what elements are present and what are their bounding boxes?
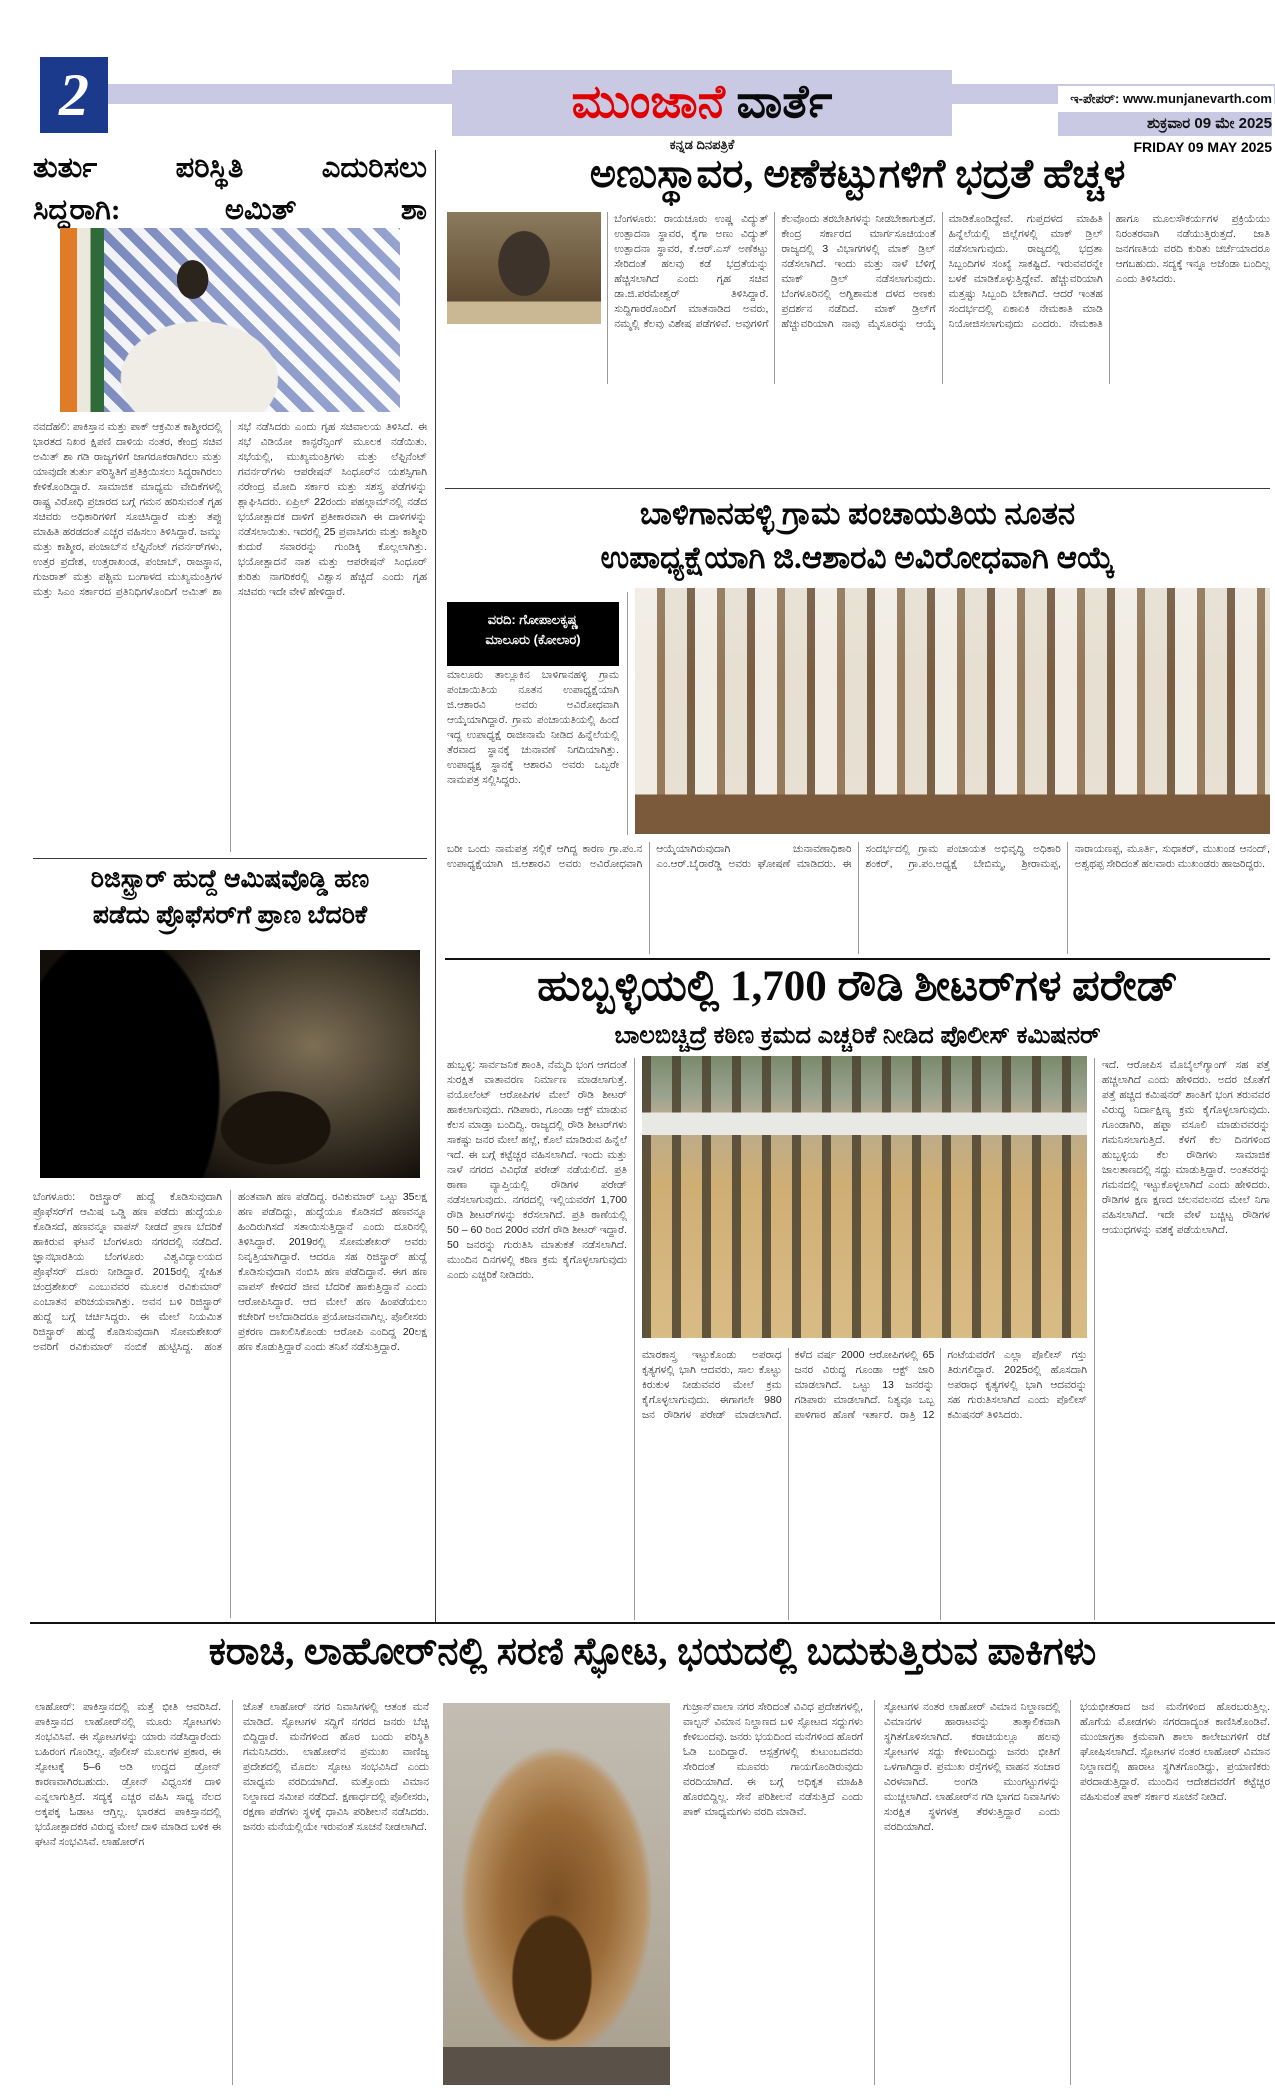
masthead-name-red: ಮುಂಜಾನೆ — [571, 76, 725, 127]
registrar-body: ಬೆಂಗಳೂರು: ರಿಜಿಸ್ಟ್ರಾರ್ ಹುದ್ದೆ ಕೊಡಿಸುವುದಾಗಿ ಪ್ರೊಫೆಸರ್‌ಗೆ ಆಮಿಷ ಒಡ್ಡಿ ಹಣ ಪಡೆದು ಹುದ್ದೆಯೂ ಕೊಡಿಸದೆ, ಹಣವನ್ನೂ ವಾಪಸ್ ನೀಡದೆ ಪ್ರಾಣ ಬೆದರಿಕೆ ಹಾಕಿರುವ ಘಟನೆ ಬೆಂಗಳೂರು ನಗರದಲ್ಲಿ ನಡೆದಿದೆ. ಜ್ಞಾನಭಾರತಿಯ ಬೆಂಗಳೂರು ವಿಶ್ವವಿದ್ಯಾಲಯದ ಪ್ರೊಫೆಸರ್ ದೂರು ನೀಡಿದ್ದಾರೆ. 2015ರಲ್ಲಿ ಸ್ನೇಹಿತ ಚಂದ್ರಶೇಖರ್ ಎಂಬುವವರ ಮೂಲಕ ರವಿಕುಮಾರ್ ಎಂಬಾತನ ಪರಿಚಯವಾಗಿತ್ತು. ಅವನ ಬಳಿ ರಿಜಿಸ್ಟ್ರಾರ್ ಹುದ್ದೆ ಬಗ್ಗೆ ಚರ್ಚಿಸಿದ್ದರು. ಈ ಮೇಲೆ ನಿಯಮಿತ ರಿಜಿಸ್ಟ್ರಾರ್ ಹುದ್ದೆ ಕೊಡಿಸುವುದಾಗಿ ಸೋಮಶೇಖರ್ ಅವರಿಗೆ ರವಿಕುಮಾರ್ ನಂಬಿಕೆ ಹುಟ್ಟಿಸಿದ್ದ. ಹಂತ ಹಂತವಾಗಿ ಹಣ ಪಡೆದಿದ್ದ. ರವಿಕುಮಾರ್ ಒಟ್ಟು 35ಲಕ್ಷ ಹಣ ಪಡೆದಿದ್ದು, ಹುದ್ದೆಯೂ ಕೊಡಿಸದೆ ಹಣವನ್ನೂ ಹಿಂದಿರುಗಿಸದೆ ಸತಾಯಿಸುತ್ತಿದ್ದಾನೆ ಎಂದು ದೂರಿನಲ್ಲಿ ತಿಳಿಸಿದ್ದಾರೆ. 2019ರಲ್ಲಿ ಸೋಮಶೇಖರ್ ಅವರು ನಿವೃತ್ತಿಯಾಗಿದ್ದಾರೆ. ಆದರೂ ಸಹ ರಿಜಿಸ್ಟ್ರಾರ್ ಹುದ್ದೆ ಕೊಡಿಸುವುದಾಗಿ ನಂಬಿಸಿ ಹಣ ಪಡೆದಿದ್ದಾನೆ. ಈಗ ಹಣ ವಾಪಸ್ ಕೇಳಿದರೆ ಜೀವ ಬೆದರಿಕೆ ಹಾಕುತ್ತಿದ್ದಾನೆ ಎಂದು ಆರೋಪಿಸಿದ್ದಾರೆ. ಆದ ಮೇಲೆ ಹಣ ಹಿಂಪಡೆಯಲು ಕಚೇರಿಗೆ ಅಲೆದಾಡಿದರೂ ಪ್ರಯೋಜನವಾಗಿಲ್ಲ. ಪೊಲೀಸರು ಪ್ರಕರಣ ದಾಖಲಿಸಿಕೊಂಡು ಆರೋಪಿ ಎಂದಿದ್ದ 20ಲಕ್ಷ ಹಣ ಕೊಡುತ್ತಿದ್ದಾರೆ ಎಂದು ತನಿಖೆ ನಡೆಸುತ್ತಿದ್ದಾರೆ. — [33, 1191, 427, 1353]
karachi-col-3: ಗುಜ್ರಾನ್‌ವಾಲಾ ನಗರ ಸೇರಿದಂತೆ ವಿವಿಧ ಪ್ರದೇಶಗಳಲ್ಲಿ, ವಾಲ್ಟನ್ ವಿಮಾನ ನಿಲ್ದಾಣದ ಬಳಿ ಸ್ಫೋಟದ ಸದ್ದುಗಳು ಕೇಳಿಬಂದವು. ಜನರು ಭಯದಿಂದ ಮನೆಗಳಿಂದ ಹೊರಗೆ ಓಡಿ ಬಂದಿದ್ದಾರೆ. ಆಸ್ಪತ್ರೆಗಳಲ್ಲಿ ಕುಟುಂಬದವರು ಸೇರಿದಂತೆ ಮೂವರು ಗಾಯಗೊಂಡಿರುವುದು ವರದಿಯಾಗಿದೆ. ಈ ಬಗ್ಗೆ ಅಧಿಕೃತ ಮಾಹಿತಿ ಹೊರಬಿದ್ದಿಲ್ಲ. ಸೇನೆ ಪರಿಶೀಲನೆ ನಡೆಸುತ್ತಿದೆ ಎಂದು ಪಾಕ್ ಮಾಧ್ಯಮಗಳು ವರದಿ ಮಾಡಿವೆ. — [683, 1701, 863, 1818]
panchayat-byline-box — [447, 602, 619, 666]
rowdy-parade-photo — [642, 1056, 1087, 1338]
rowdy-headline: ಹುಬ್ಬಳ್ಳಿಯಲ್ಲಿ 1,700 ರೌಡಿ ಶೀಟರ್‌ಗಳ ಪರೇಡ್ — [537, 963, 1178, 1010]
masthead-name-black: ವಾರ್ತೆ — [725, 76, 833, 127]
panchayat-group-photo — [635, 588, 1270, 834]
amit-shah-headline-line2: ಸಿದ್ಧರಾಗಿ: ಅಮಿತ್ ಶಾ — [33, 194, 427, 226]
masthead-subtitle: ಕನ್ನಡ ದಿನಪತ್ರಿಕೆ — [669, 137, 735, 152]
security-headline: ಅಣುಸ್ಥಾವರ, ಅಣೆಕಟ್ಟುಗಳಿಗೆ ಭದ್ರತೆ ಹೆಚ್ಚಳ — [589, 151, 1126, 196]
rowdy-column-rule-left — [634, 1058, 635, 1620]
panchayat-body-left: ಮಾಲೂರು ತಾಲ್ಲೂಕಿನ ಬಾಳಿಗಾನಹಳ್ಳಿ ಗ್ರಾಮ ಪಂಚಾಯಿತಿಯ ನೂತನ ಉಪಾಧ್ಯಕ್ಷೆಯಾಗಿ ಜಿ.ಆಶಾರವಿ ಅವರು ಅವಿರೋಧವಾಗಿ ಆಯ್ಕೆಯಾಗಿದ್ದಾರೆ. ಗ್ರಾಮ ಪಂಚಾಯತಿಯಲ್ಲಿ ಹಿಂದೆ ಇದ್ದ ಉಪಾಧ್ಯಕ್ಷೆ ರಾಜೀನಾಮೆ ನೀಡಿದ ಹಿನ್ನೆಲೆಯಲ್ಲಿ ತೆರವಾದ ಸ್ಥಾನಕ್ಕೆ ಚುನಾವಣೆ ನಿಗದಿಯಾಗಿತ್ತು. ಉಪಾಧ್ಯಕ್ಷ ಸ್ಥಾನಕ್ಕೆ ಆಶಾರವಿ ಅವರು ಒಬ್ಬರೇ ನಾಮಪತ್ರ ಸಲ್ಲಿಸಿದ್ದರು. — [447, 669, 619, 786]
explosion-photo — [443, 1703, 670, 2085]
masthead — [452, 72, 952, 132]
registrar-headline-line1: ರಿಜಿಸ್ಟ್ರಾರ್ ಹುದ್ದೆ ಆಮಿಷವೊಡ್ಡಿ ಹಣ — [90, 866, 370, 893]
main-column-divider — [435, 150, 436, 1622]
date-english: FRIDAY 09 MAY 2025 — [1133, 139, 1272, 155]
panchayat-body-bottom: ಬರೀ ಒಂದು ನಾಮಪತ್ರ ಸಲ್ಲಿಕೆ ಆಗಿದ್ದ ಕಾರಣ ಗ್ರಾ.ಪಂ.ನ ಉಪಾಧ್ಯಕ್ಷೆಯಾಗಿ ಜಿ.ಆಶಾರವಿ ಅವರು ಅವಿರೋಧವಾಗಿ ಆಯ್ಕೆಯಾಗಿರುವುದಾಗಿ ಚುನಾವಣಾಧಿಕಾರಿ ಎಂ.ಆರ್.ಬೈರಾರೆಡ್ಡಿ ಅವರು ಘೋಷಣೆ ಮಾಡಿದರು. ಈ ಸಂದರ್ಭದಲ್ಲಿ ಗ್ರಾಮ ಪಂಚಾಯತ ಅಭಿವೃದ್ಧಿ ಅಧಿಕಾರಿ ಶಂಕರ್, ಗ್ರಾ.ಪಂ.ಅಧ್ಯಕ್ಷೆ ಬೇಬಿಮ್ಮ, ಶ್ರೀರಾಮಪ್ಪ, ನಾರಾಯಣಪ್ಪ, ಮೂರ್ತಿ, ಸುಧಾಕರ್, ಮುಖಂಡ ಆನಂದ್, ಅಶ್ವಥಪ್ಪ ಸೇರಿದಂತೆ ಹಲವಾರು ಮುಖಂಡರು ಹಾಜರಿದ್ದರು. — [447, 843, 1270, 870]
rowdy-column-rule-right — [1094, 1058, 1095, 1620]
rowdy-body-bottom: ಮಾರಕಾಸ್ತ್ರ ಇಟ್ಟುಕೊಂಡು ಅಪರಾಧ ಕೃತ್ಯಗಳಲ್ಲಿ ಭಾಗಿ ಆದವರು, ಸಾಲ ಕೊಟ್ಟು ಕಿರುಕುಳ ನೀಡುವವರ ಮೇಲೆ ಕ್ರಮ ಕೈಗೊಳ್ಳಲಾಗುವುದು. ಈಗಾಗಲೇ 980 ಜನ ರೌಡಿಗಳ ಪರೇಡ್ ಮಾಡಲಾಗಿದೆ. ಕಳೆದ ವರ್ಷ 2000 ಆರೋಪಿಗಳಲ್ಲಿ 65 ಜನರ ವಿರುದ್ಧ ಗೂಂಡಾ ಆಕ್ಟ್ ಜಾರಿ ಮಾಡಲಾಗಿದೆ. ಒಟ್ಟು 13 ಜನರನ್ನು ಗಡಿಪಾರು ಮಾಡಲಾಗಿದೆ. ನಿತ್ಯವೂ ಒಬ್ಬ ಪಾಳಿಗಾರ ಹೊಣೆ ಇರ್ತಾರೆ. ರಾತ್ರಿ 12 ಗಂಟೆಯವರೆಗೆ ಎಲ್ಲಾ ಪೊಲೀಸ್ ಗಸ್ತು ತಿರುಗಲಿದ್ದಾರೆ. 2025ರಲ್ಲಿ ಹೊಸದಾಗಿ ಅಪರಾಧ ಕೃತ್ಯಗಳಲ್ಲಿ ಭಾಗಿ ಆದವರನ್ನು ಸಹ ಗುರುತಿಸಲಾಗಿದೆ ಎಂದು ಪೊಲೀಸ್ ಕಮಿಷನರ್ ತಿಳಿಸಿದರು. — [642, 1349, 1087, 1421]
rowdy-body-left: ಹುಬ್ಬಳ್ಳಿ: ಸಾರ್ವಜನಿಕ ಶಾಂತಿ, ನೆಮ್ಮದಿ ಭಂಗ ಆಗದಂತೆ ಸುರಕ್ಷಿತ ವಾತಾವರಣ ನಿರ್ಮಾಣ ಮಾಡಲಾಗುತ್ತೆ. ವಯೊಲೆಂಟ್ ಆರೋಪಿಗಳ ಮೇಲೆ ರೌಡಿ ಶೀಟರ್ ಹಾಕಲಾಗುವುದು. ಗಡಿಪಾರು, ಗೂಂಡಾ ಆಕ್ಟ್ ಮಾಡುವ ಕೆಲಸ ಮಾಡ್ತಾ ಬಂದಿದ್ವಿ. ರಾಜ್ಯದಲ್ಲಿ ರೌಡಿ ಶೀಟರ್‌ಗಳು ಸಾಕಷ್ಟು ಜನರ ಮೇಲೆ ಹಲ್ಲೆ, ಕೊಲೆ ಮಾಡಿರುವ ಹಿನ್ನೆಲೆ ಇದೆ. ಈ ಬಗ್ಗೆ ಕಟ್ಟೆಚ್ಚರ ವಹಿಸಲಾಗಿದೆ. ಇಂದು ಮತ್ತು ನಾಳೆ ನಗರದ ವಿವಿಧೆಡೆ ಪರೇಡ್ ನಡೆಯಲಿದೆ. ಪ್ರತಿ ಠಾಣಾ ವ್ಯಾಪ್ತಿಯಲ್ಲಿ ರೌಡಿಗಳ ಪರೇಡ್ ನಡೆಸಲಾಗುವುದು. ನಗರದಲ್ಲಿ ಇಲ್ಲಿಯವರೆಗೆ 1,700 ರೌಡಿ ಶೀಟರ್‌ಗಳನ್ನು ಕರೆಸಲಾಗಿದೆ. ಪ್ರತಿ ಠಾಣೆಯಲ್ಲಿ 50 – 60 ರಿಂದ 200ರ ವರೆಗೆ ರೌಡಿ ಶೀಟರ್ ಇದ್ದಾರೆ. 50 ಜನರನ್ನು ಗುರುತಿಸಿ ಮಾತುಕತೆ ನಡೆಸಲಾಗಿದೆ. ಮುಂದಿನ ದಿನಗಳಲ್ಲಿ ಕಠಿಣ ಕ್ರಮ ಕೈಗೊಳ್ಳಲಾಗುವುದು ಎಂದು ಎಚ್ಚರಿಕೆ ನೀಡಿದರು. — [447, 1059, 627, 1281]
amit-shah-photo — [60, 228, 400, 412]
panchayat-byline-line1: ವರದಿ: ಗೋಪಾಲಕೃಷ್ಣ — [487, 612, 579, 627]
panchayat-byline-line2: ಮಾಲೂರು (ಕೋಲಾರ) — [485, 632, 581, 647]
left-article-separator — [33, 858, 427, 859]
press-meet-photo — [447, 212, 601, 324]
rowdy-subhead: ಬಾಲಬಿಚ್ಚಿದ್ರೆ ಕಠಿಣ ಕ್ರಮದ ಎಚ್ಚರಿಕೆ ನೀಡಿದ ಪೊಲೀಸ್ ಕಮಿಷನರ್ — [614, 1022, 1101, 1049]
panchayat-headline-line2: ಉಪಾಧ್ಯಕ್ಷೆಯಾಗಿ ಜಿ.ಆಶಾರವಿ ಅವಿರೋಧವಾಗಿ ಆಯ್ಕೆ — [600, 540, 1115, 575]
amit-shah-headline-line1: ತುರ್ತು ಪರಿಸ್ಥಿತಿ ಎದುರಿಸಲು — [33, 152, 427, 184]
karachi-headline: ಕರಾಚಿ, ಲಾಹೋರ್‌ನಲ್ಲಿ ಸರಣಿ ಸ್ಫೋಟ, ಭಯದಲ್ಲಿ ಬದುಕುತ್ತಿರುವ ಪಾಕಿಗಳು — [208, 1631, 1097, 1673]
karachi-col-4: ಸ್ಫೋಟಗಳ ನಂತರ ಲಾಹೋರ್ ವಿಮಾನ ನಿಲ್ದಾಣದಲ್ಲಿ ವಿಮಾನಗಳ ಹಾರಾಟವನ್ನು ತಾತ್ಕಾಲಿಕವಾಗಿ ಸ್ಥಗಿತಗೊಳಿಸಲಾಗಿದೆ. ಕರಾಚಿಯಲ್ಲೂ ಹಲವು ಸ್ಫೋಟಗಳ ಸದ್ದು ಕೇಳಿಬಂದಿದ್ದು ಜನರು ಭೀತಿಗೆ ಒಳಗಾಗಿದ್ದಾರೆ. ಪ್ರಮುಖ ರಸ್ತೆಗಳಲ್ಲಿ ವಾಹನ ಸಂಚಾರ ವಿರಳವಾಗಿದೆ. ಅಂಗಡಿ ಮುಂಗಟ್ಟುಗಳನ್ನು ಮುಚ್ಚಲಾಗಿದೆ. ಲಾಹೋರ್‌ನ ಗಡಿ ಭಾಗದ ನಿವಾಸಿಗಳು ಸುರಕ್ಷಿತ ಸ್ಥಳಗಳತ್ತ ತೆರಳುತ್ತಿದ್ದಾರೆ ಎಂದು ವರದಿಯಾಗಿದೆ. — [884, 1701, 1060, 1833]
karachi-col-1: ಲಾಹೋರ್: ಪಾಕಿಸ್ತಾನದಲ್ಲಿ ಮತ್ತೆ ಭೀತಿ ಆವರಿಸಿದೆ. ಪಾಕಿಸ್ತಾನದ ಲಾಹೋರ್‌ನಲ್ಲಿ ಮೂರು ಸ್ಫೋಟಗಳು ಸಂಭವಿಸಿವೆ. ಈ ಸ್ಫೋಟಗಳನ್ನು ಯಾರು ನಡೆಸಿದ್ದಾರೆಂದು ಬಹಿರಂಗ ಗೊಂಡಿಲ್ಲ. ಪೊಲೀಸ್ ಮೂಲಗಳ ಪ್ರಕಾರ, ಈ ಸ್ಫೋಟಕ್ಕೆ 5–6 ಅಡಿ ಉದ್ದದ ಡ್ರೋನ್ ಕಾರಣವಾಗಿರಬಹುದು. ಡ್ರೋನ್ ವಿಧ್ವಂಸಕ ದಾಳಿ ಎನ್ನಲಾಗುತ್ತಿದೆ. ಸದ್ಯಕ್ಕೆ ಎಚ್ಚರ ವಹಿಸಿ ಸಾಧ್ಯ ನೆಲದ ಅಕ್ಕಪಕ್ಕ ಓಡಾಟ ಆಗ್ತಿಲ್ಲ. ಭಾರತದ ಪಾಕಿಸ್ತಾನದಲ್ಲಿ ಭಯೋತ್ಪಾದಕರ ವಿರುದ್ಧ ಮೇಲೆ ದಾಳಿ ಮಾಡಿದ ಬಳಿಕ ಈ ಘಟನೆ ಸಂಭವಿಸಿವೆ. ಲಾಹೋರ್‌ಗ — [35, 1701, 221, 1848]
panchayat-column-rule — [627, 592, 628, 835]
karachi-column-rule-3 — [1070, 1700, 1071, 2085]
karachi-col-2: ಜೊತೆ ಲಾಹೋರ್ ನಗರ ನಿವಾಸಿಗಳಲ್ಲಿ ಆತಂಕ ಮನೆ ಮಾಡಿದೆ. ಸ್ಫೋಟಗಳ ಸದ್ದಿಗೆ ನಗರದ ಜನರು ಬೆಚ್ಚಿ ಬಿದ್ದಿದ್ದಾರೆ. ಮನೆಗಳಿಂದ ಹೊರ ಬಂದು ಪರಿಸ್ಥಿತಿ ಗಮನಿಸಿದರು. ಲಾಹೋರ್‌ನ ಪ್ರಮುಖ ವಾಣಿಜ್ಯ ಪ್ರದೇಶದಲ್ಲಿ ಮೊದಲ ಸ್ಫೋಟ ಸಂಭವಿಸಿದೆ ಎಂದು ಮಾಧ್ಯಮ ವರದಿಯಾಗಿದೆ. ಮತ್ತೊಂದು ವಿಮಾನ ನಿಲ್ದಾಣದ ಸಮೀಪ ನಡೆದಿದೆ. ಕ್ಷಣಾರ್ಧದಲ್ಲಿ ಪೊಲೀಸರು, ರಕ್ಷಣಾ ಪಡೆಗಳು ಸ್ಥಳಕ್ಕೆ ಧಾವಿಸಿ ಪರಿಶೀಲನೆ ನಡೆಸಿದರು. ಜನರು ಮನೆಯಲ್ಲಿಯೇ ಇರುವಂತೆ ಸೂಚನೆ ನೀಡಲಾಗಿದೆ. — [243, 1701, 429, 1833]
phone-threat-photo — [40, 950, 420, 1178]
page-number: 2 — [40, 57, 108, 133]
rowdy-article-separator — [445, 958, 1270, 960]
bottom-article-separator — [30, 1622, 1275, 1624]
epaper-url: ಇ-ಪೇಪರ್: www.munjanevarth.com — [1058, 86, 1274, 112]
security-body — [447, 212, 1270, 384]
karachi-col-5: ಭಯಭೀತರಾದ ಜನ ಮನೆಗಳಿಂದ ಹೊರಬರುತ್ತಿಲ್ಲ. ಹೊಗೆಯ ಮೋಡಗಳು ನಗರದಾದ್ಯಂತ ಕಾಣಿಸಿಕೊಂಡಿವೆ. ಮುಂಜಾಗ್ರತಾ ಕ್ರಮವಾಗಿ ಶಾಲಾ ಕಾಲೇಜುಗಳಿಗೆ ರಜೆ ಘೋಷಿಸಲಾಗಿದೆ. ಸ್ಫೋಟಗಳ ನಂತರ ಲಾಹೋರ್ ವಿಮಾನ ನಿಲ್ದಾಣದಲ್ಲಿ ಹಾರಾಟ ಸ್ಥಗಿತಗೊಂಡಿದ್ದು, ಪ್ರಯಾಣಿಕರು ಪರದಾಡುತ್ತಿದ್ದಾರೆ. ಮುಂದಿನ ಆದೇಶದವರೆಗೆ ಕಟ್ಟೆಚ್ಚರ ವಹಿಸುವಂತೆ ಪಾಕ್ ಸರ್ಕಾರ ಸೂಚನೆ ನೀಡಿದೆ. — [1080, 1701, 1270, 1803]
karachi-column-rule-2 — [874, 1700, 875, 2085]
karachi-column-rule-1 — [232, 1700, 233, 2085]
rowdy-body-right: ಇದೆ. ಆರೋಪಿಸ ಮೊಬೈಲ್‌ಗ್ಯಾಂಗ್ ಸಹ ಪತ್ತೆ ಹಚ್ಚಲಾಗಿದೆ ಎಂದು ಹೇಳಿದರು. ಅದರ ಜೊತೆಗೆ ಪತ್ತೆ ಹಚ್ಚಿದ ಕಮಿಷನರ್ ಶಾಂತಿಗೆ ಭಂಗ ತರುವವರ ವಿರುದ್ಧ ನಿರ್ದಾಕ್ಷಿಣ್ಯ ಕ್ರಮ ಕೈಗೊಳ್ಳಲಾಗುವುದು. ಗೂಂಡಾಗಿರಿ, ಹಫ್ತಾ ವಸೂಲಿ ಮಾಡುವವರನ್ನು ಗಮನಿಸಲಾಗುತ್ತಿದೆ. ಕೆಳಗೆ ಕೆಲ ದಿನಗಳಿಂದ ಹುಬ್ಬಳ್ಳಿಯ ಕೆಲ ರೌಡಿಗಳು ಸಾಮಾಜಿಕ ಜಾಲತಾಣದಲ್ಲಿ ಸದ್ದು ಮಾಡುತ್ತಿದ್ದಾರೆ. ಅಂತವರನ್ನು ಗಮನದಲ್ಲಿ ಇಟ್ಟುಕೊಳ್ಳಲಾಗಿದೆ ಎಂದು ಹೇಳಿದರು. ರೌಡಿಗಳ ಕ್ಷಣ ಕ್ಷಣದ ಚಲನವಲನದ ಮೇಲೆ ನಿಗಾ ವಹಿಸಲಾಗಿದೆ. ಇದೇ ವೇಳೆ ಬಚ್ಚಿಟ್ಟ ರೌಡಿಗಳ ಆಯುಧಗಳನ್ನು ವಶಕ್ಕೆ ಪಡೆಯಲಾಗಿದೆ. — [1102, 1059, 1270, 1236]
security-article-separator — [445, 488, 1270, 489]
registrar-headline-line2: ಪಡೆದು ಪ್ರೊಫೆಸರ್‌ಗೆ ಪ್ರಾಣ ಬೆದರಿಕೆ — [92, 902, 368, 929]
date-kannada: ಶುಕ್ರವಾರ 09 ಮೇ 2025 — [1058, 112, 1272, 136]
amit-shah-body: ನವದೆಹಲಿ: ಪಾಕಿಸ್ತಾನ ಮತ್ತು ಪಾಕ್ ಆಕ್ರಮಿತ ಕಾಶ್ಮೀರದಲ್ಲಿ ಭಾರತದ ನಿಖರ ಕ್ಷಿಪಣಿ ದಾಳಿಯ ನಂತರ, ಕೇಂದ್ರ ಸಚಿವ ಅಮಿತ್ ಶಾ ಗಡಿ ರಾಜ್ಯಗಳಿಗೆ ಜಾಗರೂಕರಾಗಿರಲು ಮತ್ತು ಯಾವುದೇ ತುರ್ತು ಪರಿಸ್ಥಿತಿಗೆ ಪ್ರತಿಕ್ರಿಯಿಸಲು ಸಿದ್ಧರಾಗಿರಲು ಕೇಳಿಕೊಂಡಿದ್ದಾರೆ. ಸಾಮಾಜಿಕ ಮಾಧ್ಯಮ ವೇದಿಕೆಗಳಲ್ಲಿ ರಾಷ್ಟ್ರ ವಿರೋಧಿ ಪ್ರಚಾರದ ಬಗ್ಗೆ ಗಮನ ಹರಿಸುವಂತೆ ಗೃಹ ಸಚಿವರು ಅಧಿಕಾರಿಗಳಿಗೆ ಸೂಚಿಸಿದ್ದಾರೆ ಮತ್ತು ತಪ್ಪು ಮಾಹಿತಿ ಹರಡದಂತೆ ಎಚ್ಚರ ವಹಿಸಲು ತಿಳಿಸಿದ್ದಾರೆ. ಜಮ್ಮು ಮತ್ತು ಕಾಶ್ಮೀರ, ಪಂಜಾಬ್‌ನ ಲೆಫ್ಟಿನೆಂಟ್ ಗವರ್ನರ್‌ಗಳು, ಉತ್ತರ ಪ್ರದೇಶ, ಉತ್ತರಾಖಂಡ, ಪಂಜಾಬ್, ರಾಜಸ್ಥಾನ, ಗುಜರಾತ್ ಮತ್ತು ಪಶ್ಚಿಮ ಬಂಗಾಳದ ಮುಖ್ಯಮಂತ್ರಿಗಳ ಮತ್ತು ಸಿಎಂ ಸರ್ಕಾರದ ಪ್ರತಿನಿಧಿಗಳೊಂದಿಗೆ ಅಮಿತ್ ಶಾ ಸಭೆ ನಡೆಸಿದರು ಎಂದು ಗೃಹ ಸಚಿವಾಲಯ ತಿಳಿಸಿದೆ. ಈ ಸಭೆ ವಿಡಿಯೋ ಕಾನ್ಫರೆನ್ಸಿಂಗ್ ಮೂಲಕ ನಡೆಯಿತು. ಸಭೆಯಲ್ಲಿ, ಮುಖ್ಯಮಂತ್ರಿಗಳು ಮತ್ತು ಲೆಫ್ಟಿನೆಂಟ್ ಗವರ್ನರ್‌ಗಳು ಆಪರೇಷನ್ ಸಿಂಧೂರ್‌ನ ಯಶಸ್ಸಿಗಾಗಿ ನರೇಂದ್ರ ಮೋದಿ ಸರ್ಕಾರ ಮತ್ತು ಸಶಸ್ತ್ರ ಪಡೆಗಳನ್ನು ಶ್ಲಾಘಿಸಿದರು. ಏಪ್ರಿಲ್ 22ರಂದು ಪಹಲ್ಗಾಮ್‌ನಲ್ಲಿ ನಡೆದ ಭಯೋತ್ಪಾದಕ ದಾಳಿಗೆ ಪ್ರತೀಕಾರವಾಗಿ ಈ ದಾಳಿಗಳನ್ನು ನಡೆಸಲಾಯಿತು. ಇದರಲ್ಲಿ 25 ಪ್ರವಾಸಿಗರು ಮತ್ತು ಕಾಶ್ಮೀರಿ ಕುದುರೆ ಸವಾರರನ್ನು ಗುಂಡಿಕ್ಕಿ ಕೊಲ್ಲಲಾಗಿತ್ತು. ಭಯೋತ್ಪಾದನೆ ನಾಶ ಮತ್ತು ಆಪರೇಷನ್ ಸಿಂಧೂರ್ ಕುರಿತು ನಾಗರಿಕರಲ್ಲಿ ವಿಶ್ವಾಸ ಹೆಚ್ಚಿದೆ ಎಂದು ಗೃಹ ಸಚಿವರು ಇದೇ ವೇಳೆ ಹೇಳಿದ್ದಾರೆ. — [33, 421, 427, 598]
panchayat-headline-line1: ಬಾಳಿಗಾನಹಳ್ಳಿ ಗ್ರಾಮ ಪಂಚಾಯತಿಯ ನೂತನ — [639, 496, 1076, 531]
security-body-text: ಬೆಂಗಳೂರು: ರಾಯಚೂರು ಉಷ್ಣ ವಿದ್ಯುತ್ ಉತ್ಪಾದನಾ ಸ್ಥಾವರ, ಕೈಗಾ ಅಣು ವಿದ್ಯುತ್ ಉತ್ಪಾದನಾ ಸ್ಥಾವರ, ಕೆ.ಆರ್.ಎಸ್ ಅಣೆಕಟ್ಟು ಸೇರಿದಂತೆ ಹಲವು ಕಡೆ ಭದ್ರತೆಯನ್ನು ಹೆಚ್ಚಿಸಲಾಗಿದೆ ಎಂದು ಗೃಹ ಸಚಿವ ಡಾ.ಜಿ.ಪರಮೇಶ್ವರ್ ತಿಳಿಸಿದ್ದಾರೆ. ಸುದ್ದಿಗಾರರೊಂದಿಗೆ ಮಾತನಾಡಿದ ಅವರು, ನಮ್ಮಲ್ಲಿ ಕೆಲವು ವಿಶೇಷ ಪಡೆಗಳಿವೆ. ಅವುಗಳಿಗೆ ಕೆಲವೊಂದು ತರಬೇತಿಗಳನ್ನು ನೀಡಬೇಕಾಗುತ್ತದೆ. ಕೇಂದ್ರ ಸರ್ಕಾರದ ಮಾರ್ಗಸೂಚಿಯಂತೆ ರಾಜ್ಯದಲ್ಲಿ 3 ವಿಭಾಗಗಳಲ್ಲಿ ಮಾಕ್ ಡ್ರಿಲ್ ನಡೆಸಲಾಗಿದೆ. ಇಂದು ಮತ್ತು ನಾಳೆ ಬೆಳಿಗ್ಗೆ ಮಾಕ್ ಡ್ರಿಲ್ ನಡೆಸಲಾಗುವುದು. ಬೆಂಗಳೂರಿನಲ್ಲಿ ಅಗ್ನಿಶಾಮಕ ದಳದ ಅಣಕು ಪ್ರದರ್ಶನ ನಡೆದಿದೆ. ಮಾಕ್ ಡ್ರಿಲ್‌ಗೆ ಹೆಚ್ಚುವರಿಯಾಗಿ ನಾವು ಮೈಸೂರನ್ನು ಆಯ್ಕೆ ಮಾಡಿಕೊಂಡಿದ್ದೇವೆ. ಗುಪ್ತದಳದ ಮಾಹಿತಿ ಹಿನ್ನೆಲೆಯಲ್ಲಿ ಜಿಲ್ಲೆಗಳಲ್ಲಿ ಮಾಕ್ ಡ್ರಿಲ್ ನಡೆಸಲಾಗುವುದು. ರಾಜ್ಯದಲ್ಲಿ ಭದ್ರತಾ ಸಿಬ್ಬಂದಿಗಳ ಸಂಖ್ಯೆ ಸಾಕಷ್ಟಿದೆ. ಇರುವವರನ್ನೇ ಬಳಕೆ ಮಾಡಿಕೊಳ್ಳುತ್ತಿದ್ದೇವೆ. ಹೆಚ್ಚುವರಿಯಾಗಿ ಮತ್ತಷ್ಟು ಸಿಬ್ಬಂದಿ ಬೇಕಾಗಿದೆ. ಆದರೆ ಇಂತಹ ಸಂದರ್ಭದಲ್ಲಿ ಏಕಾಏಕಿ ನೇಮಕಾತಿ ಮಾಡಿ ನಿಯೋಜಿಸಲಾಗುವುದು ಎಂದರು. ನೇಮಕಾತಿ ಹಾಗೂ ಮೂಲಸೌಕರ್ಯಗಳ ಪ್ರಕ್ರಿಯೆಯು ನಿರಂತರವಾಗಿ ನಡೆಯುತ್ತಿರುತ್ತದೆ. ಜಾತಿ ಜನಗಣತಿಯ ವರದಿ ಕುರಿತು ಚರ್ಚೆಯಾದರೂ ಆಗಬಹುದು. ಸದ್ಯಕ್ಕೆ ಇನ್ನೂ ಅಜೆಂಡಾ ಬಂದಿಲ್ಲ ಎಂದು ತಿಳಿಸಿದರು. — [614, 213, 1270, 330]
